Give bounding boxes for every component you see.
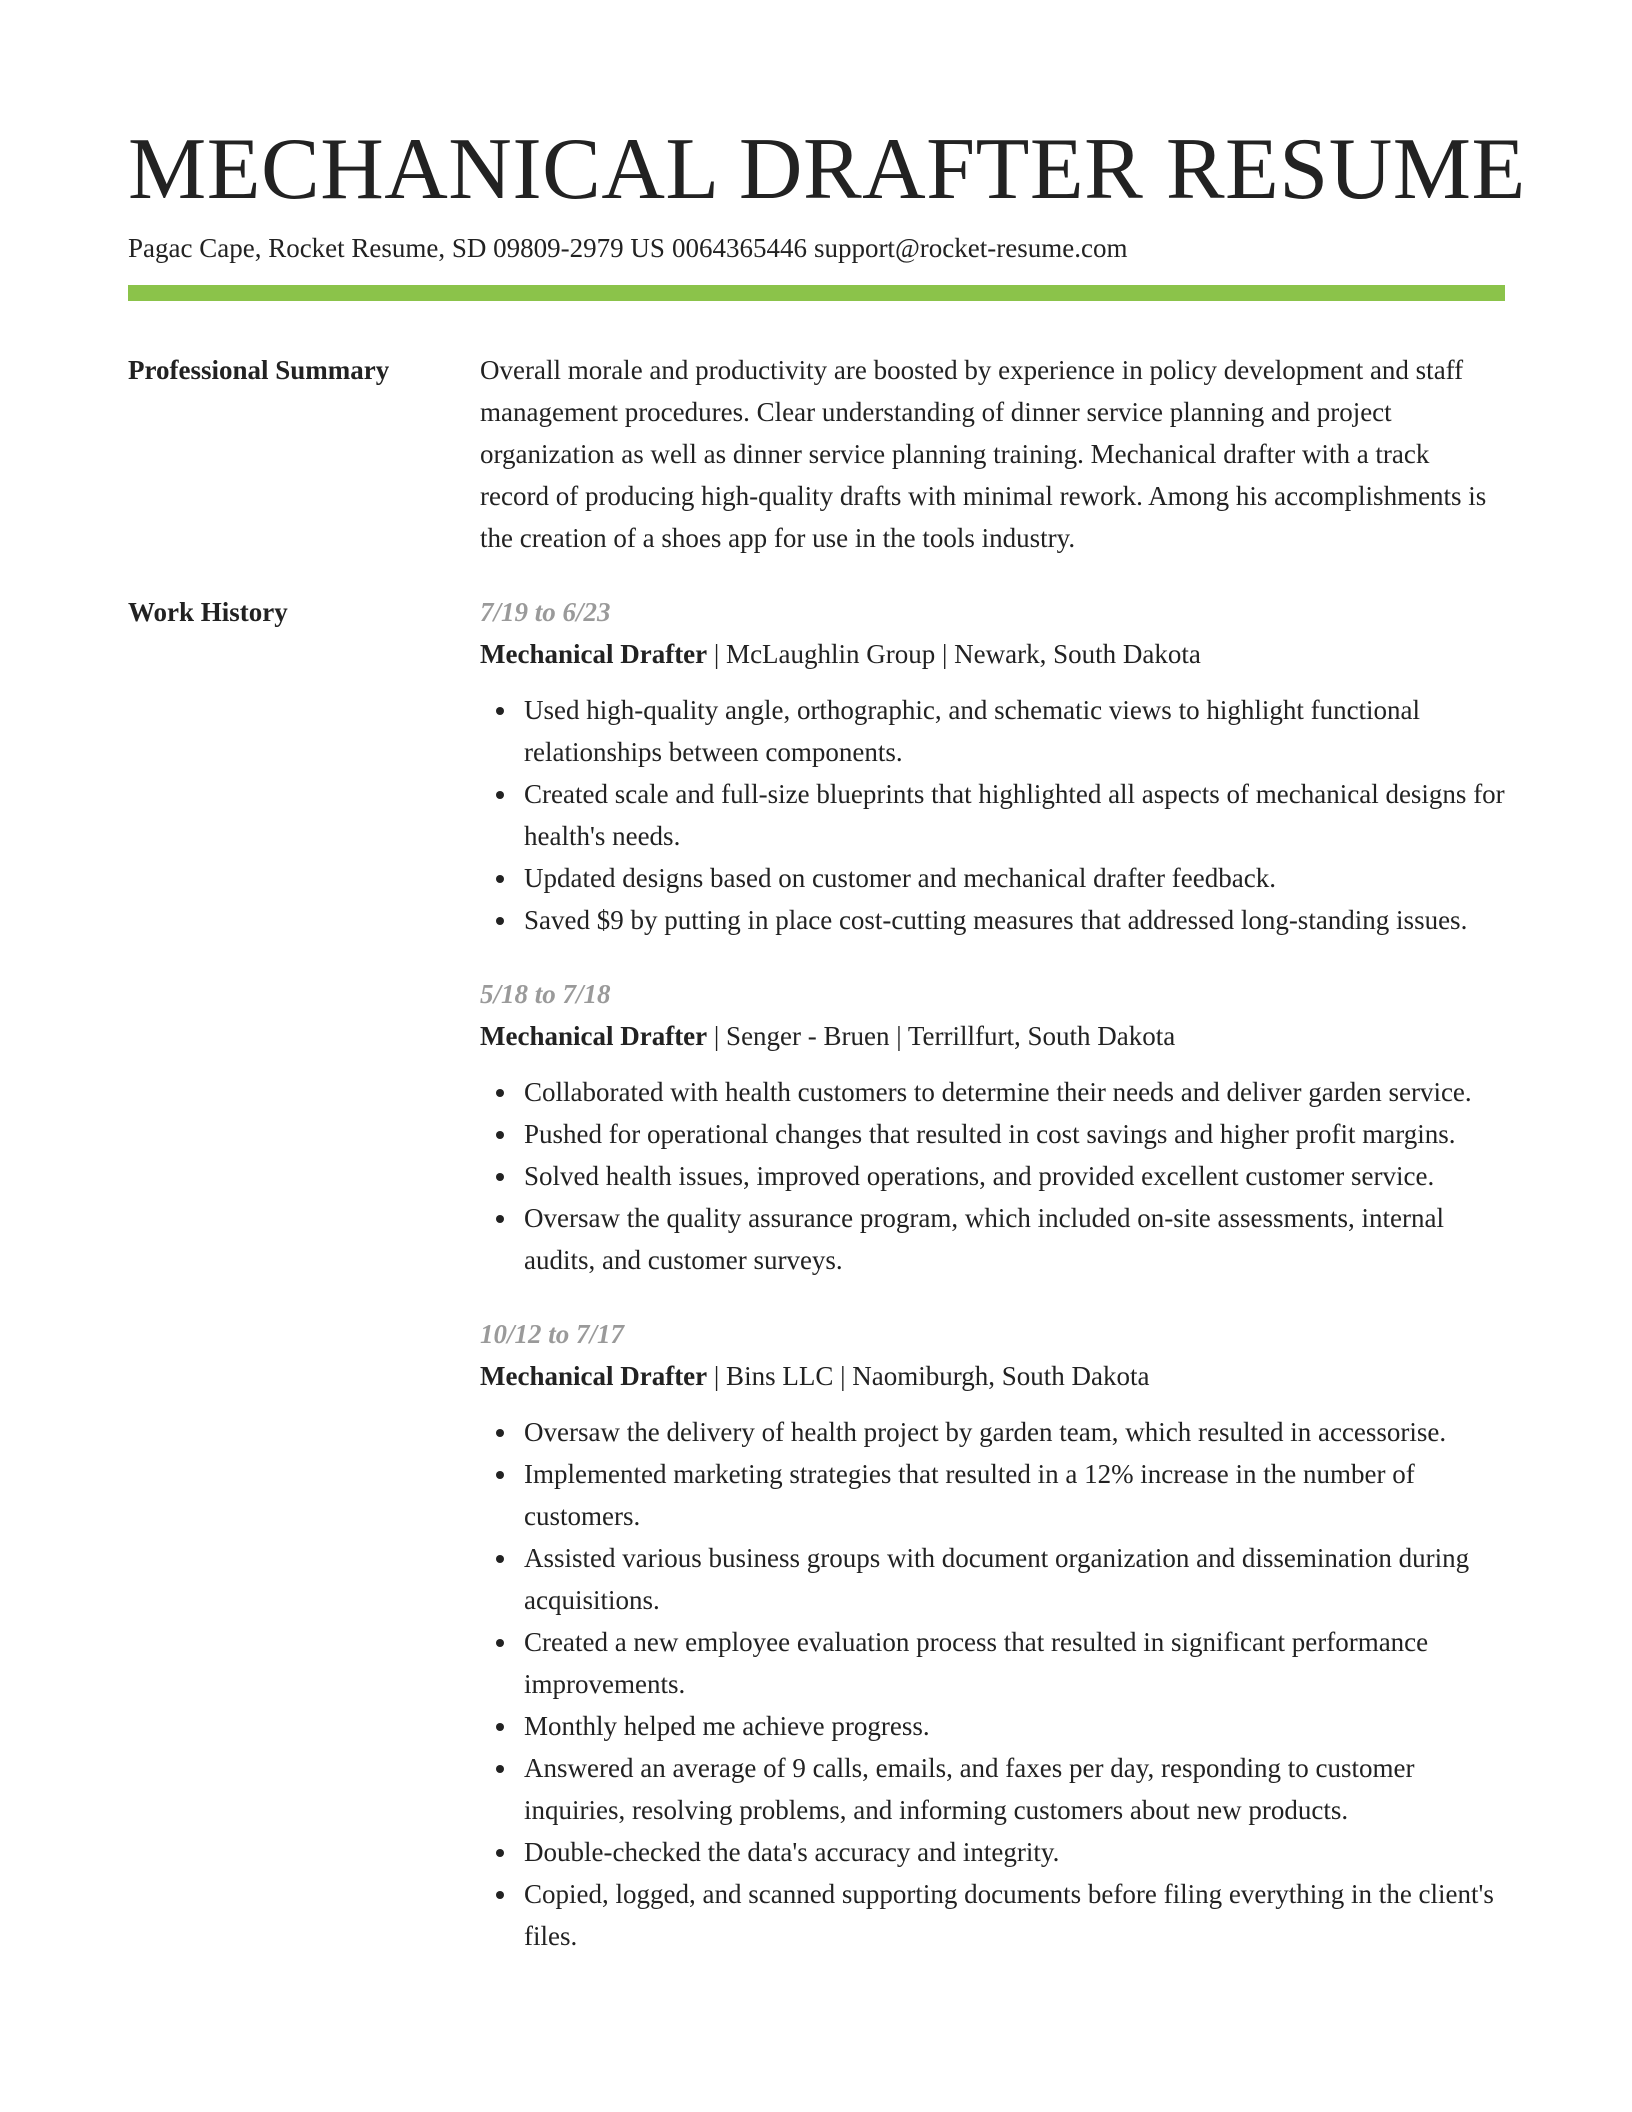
job-dates: 10/12 to 7/17 <box>480 1319 625 1349</box>
job-bullet: Double-checked the data's accuracy and integrity. <box>524 1831 1505 1873</box>
job-bullet: Created scale and full-size blueprints that highlighted all aspects of mechanical designs for health's needs. <box>524 773 1505 857</box>
job-bullet-list <box>480 1411 1505 1957</box>
job-title: Mechanical Drafter <box>480 639 708 669</box>
summary-body <box>480 349 1505 559</box>
job-bullet: Created a new employee evaluation process that resulted in significant performance improvements. <box>524 1621 1505 1705</box>
section-label-summary: Professional Summary <box>128 355 390 385</box>
job-bullet: Copied, logged, and scanned supporting documents before filing everything in the client's files. <box>524 1873 1505 1957</box>
job-bullet-list <box>480 689 1505 941</box>
job-bullet: Updated designs based on customer and mechanical drafter feedback. <box>524 857 1505 899</box>
job-entry <box>480 591 1505 941</box>
job-heading <box>480 1355 1505 1397</box>
job-dates: 5/18 to 7/18 <box>480 979 611 1009</box>
section-label-work-history: Work History <box>128 597 288 627</box>
job-bullet: Monthly helped me achieve progress. <box>524 1705 1505 1747</box>
contact-email: support@rocket-resume.com <box>813 233 1128 263</box>
contact-address: Pagac Cape, Rocket Resume, SD 09809-2979 US <box>128 233 665 263</box>
job-bullet: Collaborated with health customers to determine their needs and deliver garden service. <box>524 1071 1505 1113</box>
contact-phone: 0064365446 <box>671 233 807 263</box>
job-bullet: Implemented marketing strategies that resulted in a 12% increase in the number of customers. <box>524 1453 1505 1537</box>
job-company-location: | Senger - Bruen | Terrillfurt, South Dakota <box>707 1021 1176 1051</box>
job-entry <box>480 973 1505 1281</box>
work-history-list <box>480 591 1505 1989</box>
job-bullet: Saved $9 by putting in place cost-cutting measures that addressed long-standing issues. <box>524 899 1505 941</box>
job-heading <box>480 633 1505 675</box>
contact-line <box>128 230 1127 266</box>
job-bullet: Oversaw the quality assurance program, which included on-site assessments, internal audits, and customer surveys. <box>524 1197 1505 1281</box>
job-bullet: Used high-quality angle, orthographic, and schematic views to highlight functional relationships between components. <box>524 689 1505 773</box>
job-bullet: Answered an average of 9 calls, emails, and faxes per day, responding to customer inquiries, resolving problems, and informing customers about new products. <box>524 1747 1505 1831</box>
header-divider <box>128 285 1505 301</box>
job-title: Mechanical Drafter <box>480 1361 708 1391</box>
job-dates: 7/19 to 6/23 <box>480 597 611 627</box>
job-bullet: Solved health issues, improved operations, and provided excellent customer service. <box>524 1155 1505 1197</box>
job-bullet: Assisted various business groups with document organization and dissemination during acquisitions. <box>524 1537 1505 1621</box>
resume-title: MECHANICAL DRAFTER RESUME <box>128 121 1526 218</box>
summary-text: Overall morale and productivity are boosted by experience in policy development and staff management procedures. Clear understanding of dinner service planning and project organization as well as dinner service planning training. Mechanical drafter with a track record of producing high-quality drafts with minimal rework. Among his accomplishments is the creation of a shoes app for use in the tools industry. <box>480 355 1487 553</box>
job-bullet-list <box>480 1071 1505 1281</box>
job-title: Mechanical Drafter <box>480 1021 708 1051</box>
job-bullet: Pushed for operational changes that resulted in cost savings and higher profit margins. <box>524 1113 1505 1155</box>
job-entry <box>480 1313 1505 1957</box>
job-heading <box>480 1015 1505 1057</box>
job-bullet: Oversaw the delivery of health project by garden team, which resulted in accessorise. <box>524 1411 1505 1453</box>
job-company-location: | McLaughlin Group | Newark, South Dakota <box>707 639 1201 669</box>
job-company-location: | Bins LLC | Naomiburgh, South Dakota <box>707 1361 1150 1391</box>
